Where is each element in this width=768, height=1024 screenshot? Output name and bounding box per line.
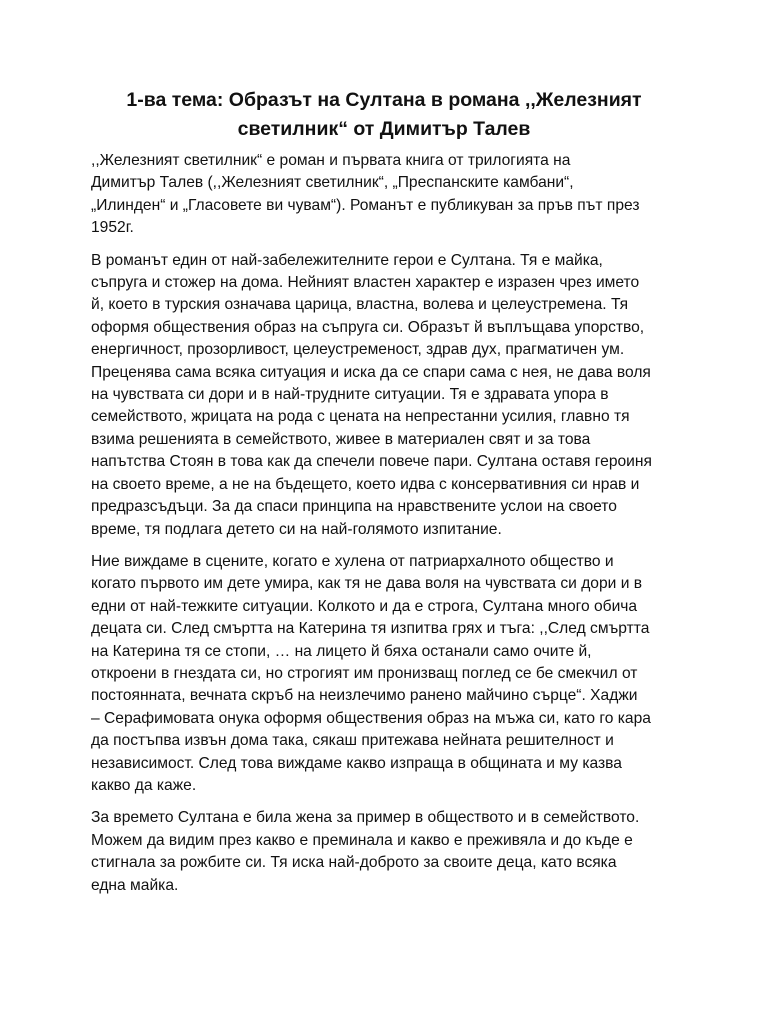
title-line: 1-ва тема: Образът на Султана в романа ,,Железният	[126, 89, 642, 111]
text-line: когато първото им дете умира, как тя не дава воля на чувствата си дори и в	[91, 575, 643, 593]
text-line: постоянната, вечната скръб на неизлечимо ранено майчино сърце“. Хаджи	[91, 687, 638, 705]
text-line: Преценява сама всяка ситуация и иска да се спари сама с нея, не дава воля	[91, 363, 651, 381]
text-line: оформя обществения образ на съпруга си. Образът й въплъщава упорство,	[91, 318, 645, 336]
text-line: семейството, жрицата на рода с цената на непрестанни усилия, главно тя	[91, 408, 630, 426]
document-body	[91, 150, 691, 907]
text-line: ,,Железният светилник“ е роман и първата книга от трилогията на	[91, 152, 571, 169]
text-line: взима решенията в семейството, живее в материален свят и за това	[91, 430, 591, 448]
text-line: Можем да видим през какво е преминала и какво е преживяла и до къде е	[91, 831, 633, 849]
text-line: на своето време, а не на бъдещето, което идва с консервативния си нрав и	[91, 475, 640, 493]
text-line: време, тя подлага детето си на най-голямото изпитание.	[91, 520, 502, 538]
text-line: енергичност, прозорливост, целеустременост, здрав дух, прагматичен ум.	[91, 341, 625, 359]
text-line: 1952г.	[91, 219, 134, 237]
text-line: „Илинден“ и „Гласовете ви чувам“). Романът е публикуван за пръв път през	[91, 196, 640, 214]
text-line: За времето Султана е била жена за пример в обществото и в семейството.	[91, 809, 640, 827]
text-line: – Серафимовата онука оформя обществения образ на мъжа си, като го кара	[91, 709, 651, 727]
text-line: стигнала за рожбите си. Тя иска най-доброто за своите деца, като всяка	[91, 854, 617, 872]
title-line: светилник“ от Димитър Талев	[237, 118, 531, 140]
text-line: напътства Стоян в това как да спечели повече пари. Султана оставя героиня	[91, 453, 652, 471]
paragraph-intro	[91, 150, 691, 240]
text-line: съпруга и стожер на дома. Нейният властен характер е изразен чрез името	[91, 274, 640, 292]
paragraph-character	[91, 250, 691, 541]
text-line: независимост. След това виждаме какво изпраща в общината и му казва	[91, 754, 622, 772]
text-line: Димитър Талев (,,Железният светилник“, „Преспанските камбани“,	[91, 174, 574, 192]
text-line: откроени в гнездата си, но строгият им пронизващ поглед се бе смекчил от	[91, 664, 638, 682]
text-line: какво да каже.	[91, 776, 197, 794]
text-line: едни от най-тежките ситуации. Колкото и да е строга, Султана много обича	[91, 597, 638, 615]
text-line: Ние виждаме в сцените, когато е хулена от патриархалното общество и	[91, 552, 614, 570]
text-line: В романът един от най-забележителните герои е Султана. Тя е майка,	[91, 251, 603, 269]
paragraph-scenes	[91, 551, 691, 797]
paragraph-conclusion	[91, 807, 691, 897]
text-line: й, което в турския означава царица, властна, волева и целеустремена. Тя	[91, 296, 629, 314]
text-line: да постъпва извън дома така, сякаш притежава нейната решителност и	[91, 732, 614, 750]
text-line: предразсъдъци. За да спаси принципа на нравствените услои на своето	[91, 498, 617, 516]
document-title	[90, 86, 678, 144]
text-line: на чувствата си дори и в най-трудните ситуации. Тя е здравата упора в	[91, 386, 609, 404]
text-line: децата си. След смъртта на Катерина тя изпитва грях и тъга: ,,След смъртта	[91, 620, 650, 638]
text-line: на Катерина тя се стопи, … на лицето й бяха останали само очите й,	[91, 642, 592, 660]
text-line: една майка.	[91, 876, 179, 894]
